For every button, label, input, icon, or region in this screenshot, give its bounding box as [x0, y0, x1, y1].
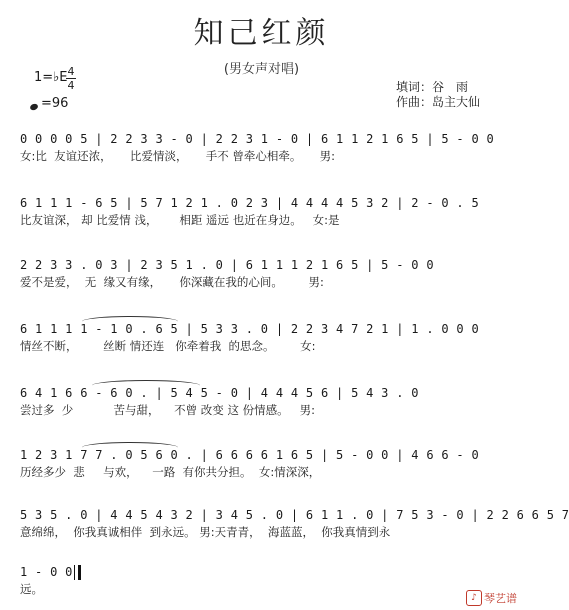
lyrics-line: 女:比 友谊还浓， 比爱情淡， 手不 曾牵心相牵。 男:	[20, 149, 336, 163]
logo-icon: ♪	[466, 590, 482, 606]
time-signature-top: 4	[67, 65, 75, 78]
slur-mark	[82, 316, 178, 327]
composer: 作曲：岛主大仙	[396, 95, 481, 109]
lyricist: 填词：谷 雨	[396, 80, 469, 94]
lyrics-line: 情丝不断， 丝断 情还连 你牵着我 的思念。 女:	[20, 339, 316, 353]
notation-line: 1 - 0 0	[20, 565, 73, 579]
final-barline-thin	[74, 565, 75, 580]
logo-text: 琴艺谱	[484, 592, 517, 605]
slur-mark	[82, 442, 178, 453]
notation-line: 1 2 3 1 7 7 . 0 5 6 0 . | 6 6 6 6 1 6 5 | 5 - 0 0 | 4 6 6 - 0	[20, 448, 480, 462]
lyrics-line: 爱不是爱， 无 缘又有缘， 你深藏在我的心间。 男:	[20, 275, 324, 289]
site-logo	[466, 590, 517, 606]
notation-line: 5 3 5 . 0 | 4 4 5 4 3 2 | 3 4 5 . 0 | 6 1 1 . 0 | 7 5 3 - 0 | 2 2 6 6 5 7	[20, 508, 569, 522]
notation-line: 0 0 0 0 5 | 2 2 3 3 - 0 | 2 2 3 1 - 0 | 6 1 1 2 1 6 5 | 5 - 0 0	[20, 132, 495, 146]
song-subtitle: (男女声对唱)	[223, 62, 300, 77]
notation-line: 2 2 3 3 . 0 3 | 2 3 5 1 . 0 | 6 1 1 1 2 1 6 5 | 5 - 0 0	[20, 258, 434, 272]
credits	[396, 80, 480, 110]
tempo-marking	[30, 96, 68, 111]
notation-line: 6 1 1 1 1 - 1 0 . 6 5 | 5 3 3 . 0 | 2 2 3 4 7 2 1 | 1 . 0 0 0	[20, 322, 480, 336]
lyrics-line: 历经多少 悲 与欢， 一路 有你共分担。 女:情深深，	[20, 465, 321, 479]
notation-line: 6 1 1 1 - 6 5 | 5 7 1 2 1 . 0 2 3 | 4 4 4 4 5 3 2 | 2 - 0 . 5	[20, 196, 480, 210]
quarter-note-icon	[29, 103, 39, 111]
song-title: 知己红颜	[193, 16, 330, 51]
score-system-7	[20, 508, 569, 540]
lyrics-line: 意绵绵， 你我真诚相伴 到永远。 男:天青青， 海蓝蓝， 你我真情到永	[20, 525, 391, 539]
lyrics-line: 尝过多 少 苦与甜， 不曾 改变 这 份情感。 男:	[20, 403, 315, 417]
score-system-6	[20, 448, 500, 480]
lyrics-line: 远。	[20, 582, 43, 596]
notation-line: 6 4 1 6 6 - 6 0 . | 5 4 5 - 0 | 4 4 4 5 6 | 5 4 3 . 0	[20, 386, 419, 400]
final-barline-thick	[78, 565, 81, 580]
key-signature: 1=♭E	[34, 70, 68, 85]
score-system-3	[20, 258, 500, 290]
score-system-2	[20, 196, 500, 228]
score-system-4	[20, 322, 500, 354]
score-system-1	[20, 132, 500, 164]
tempo-value: =96	[41, 96, 69, 111]
time-signature-bottom: 4	[67, 79, 75, 92]
lyrics-line: 比友谊深， 却 比爱情 浅， 相距 遥远 也近在身边。 女:是	[20, 213, 340, 227]
time-signature	[66, 66, 76, 91]
score-system-8	[20, 565, 500, 597]
score-system-5	[20, 386, 500, 418]
slur-mark	[92, 380, 200, 391]
